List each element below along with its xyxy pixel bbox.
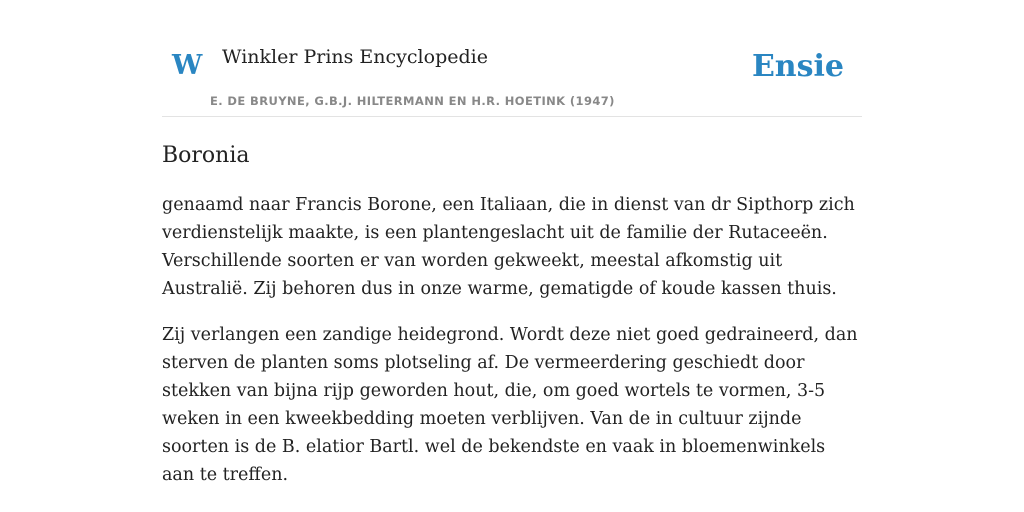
source-logo[interactable]: W [172,50,203,81]
source-header [162,0,862,117]
source-authors: E. DE BRUYNE, G.B.J. HILTERMANN EN H.R. HOETINK (1947) [210,94,615,108]
article-page [162,0,862,512]
entry-title: Boronia [162,143,250,168]
entry-body [162,191,862,489]
ensie-logo[interactable]: Ensie [751,49,844,84]
entry-paragraph: Zij verlangen een zandige heidegrond. Wordt deze niet goed gedraineerd, dan sterven de planten soms plotseling af. De vermeerdering geschiedt door stekken van bijna rijp geworden hout, die, om goed wortels te vormen, 3-5 weken in een kweekbedding moeten verblijven. Van de in cultuur zijnde soorten is de B. elatior Bartl. wel de bekendste en vaak in bloemenwinkels aan te treffen. [162,325,858,486]
source-title[interactable]: Winkler Prins Encyclopedie [222,46,488,68]
entry-paragraph: genaamd naar Francis Borone, een Italiaan, die in dienst van dr Sipthorp zich verdienstelijk maakte, is een plantengeslacht uit de familie der Rutaceeën. Verschillende soorten er van worden gekweekt, meestal afkomstig uit Australië. Zij behoren dus in onze warme, gematigde of koude kassen thuis. [162,195,855,300]
